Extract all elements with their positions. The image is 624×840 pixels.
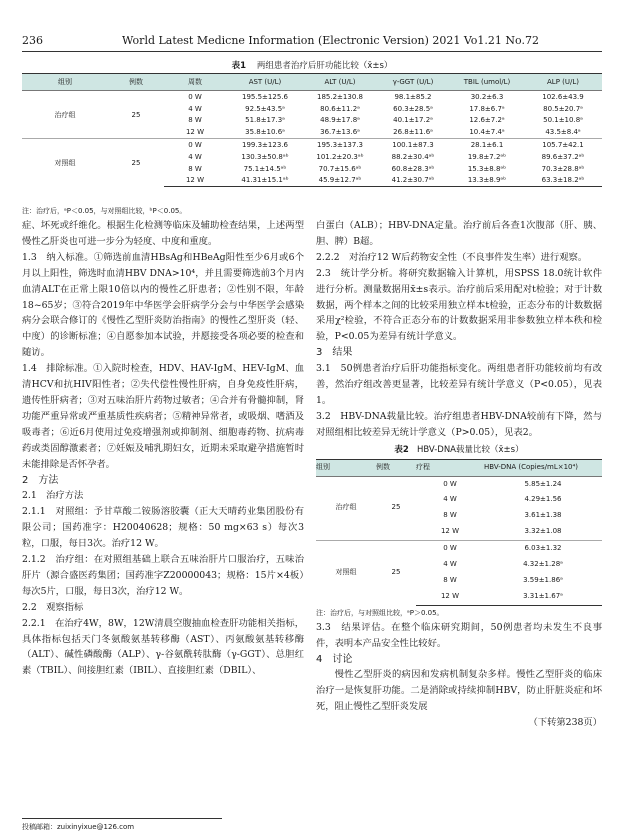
table1-header-cell: 组别 — [22, 74, 108, 91]
table-cell: 6.03±1.32 — [484, 541, 602, 557]
table-cell: 4 W — [443, 495, 457, 504]
table-cell: 185.2±130.8 — [304, 91, 376, 103]
table-cell: 4 W — [443, 560, 457, 569]
group-name-cell: 对照组 — [22, 139, 108, 187]
table1-header-cell: AST (U/L) — [226, 74, 304, 91]
group-name-cell: 治疗组 — [22, 91, 108, 139]
table-cell: 12 W — [440, 527, 460, 536]
table-cell: 12 W — [185, 128, 205, 137]
table-cell: 195.3±137.3 — [304, 139, 376, 151]
table-cell: 8 W — [443, 511, 457, 520]
discussion-paragraph: 慢性乙型肝炎的病因和发病机制复杂多样。慢性乙型肝炎的临床治疗一是恢复肝功能。二是消除或持续抑制HBV，防止肝脏炎症和坏死，阻止慢性乙型肝炎发展 — [316, 669, 602, 713]
table-cell: 101.2±20.3ᵃᵇ — [316, 152, 364, 161]
table2-note: 注：治疗后，与对照组比较，ᵃP＞0.05。 — [316, 608, 444, 617]
table-cell: 40.1±17.2ᵃ — [393, 116, 433, 125]
table1-header-cell: ALT (U/L) — [304, 74, 376, 91]
table-cell: 75.1±14.5ᵃᵇ — [243, 164, 287, 173]
table1-header-cell: TBIL (umol/L) — [450, 74, 524, 91]
table-cell: 4.29±1.56 — [524, 495, 562, 504]
table-cell: 36.7±13.6ᵃ — [320, 128, 360, 137]
table-cell: 5.85±1.24 — [484, 476, 602, 492]
footer-rule — [22, 818, 222, 819]
table-cell: 26.8±11.6ᵃ — [393, 128, 433, 137]
table-cell: 130.3±50.8ᵃᵇ — [241, 152, 289, 161]
table1-header-row — [22, 74, 602, 91]
table1-header-cell: 周数 — [164, 74, 226, 91]
group-count-cell: 25 — [108, 91, 164, 139]
continued-note: （下转第238页） — [528, 717, 602, 729]
table-cell: 70.7±15.6ᵃᵇ — [318, 164, 362, 173]
table-cell: 89.6±37.2ᵃᵇ — [541, 152, 585, 161]
section-heading-2-1: 2.1 治疗方法 — [22, 490, 84, 502]
paragraph: 症、坏死或纤维化。根据生化检测等临床及辅助检查结果，上述两型慢性乙肝炎也可进一步分为轻度、中度和重度。 — [22, 220, 304, 247]
table-cell: 88.2±30.4ᵃᵇ — [391, 152, 435, 161]
table-cell: 19.8±7.2ᵃᵇ — [467, 152, 507, 161]
table-cell: 8 W — [188, 164, 202, 173]
table-cell: 45.9±12.7ᵃᵇ — [304, 175, 376, 187]
section-heading-2: 2 方法 — [22, 474, 59, 486]
section-2-3: 2.3 统计学分析。将研究数据输入计算机，用SPSS 18.0统计软件进行分析。测量数据用x̄±s表示。治疗前后采用配对t检验；对于计数数据，两个样本之间的比较采用独立样本t检验，正态分布的计数数据采用χ²检验，不符合正态分布的计数数据采用非参数独立样本秩和检验，P<0.05为差异有统计学意义。 — [316, 267, 602, 343]
table-cell: 70.3±28.8ᵃᵇ — [541, 164, 585, 173]
table-cell: 60.3±28.5ᵃ — [393, 104, 433, 113]
table-cell: 12.6±7.2ᵃ — [469, 116, 505, 125]
table-cell: 51.8±17.3ᵃ — [245, 116, 285, 125]
table-cell: 102.6±43.9 — [524, 91, 602, 103]
section-1-4: 1.4 排除标准。①入院时检查，HDV、HAV-IgM、HEV-IgM、血清HCV和抗HIV阳性者；②失代偿性慢性肝病，自身免疫性肝病，遗传性肝病者；③对五味治肝片药物过敏者；④合并有骨髓抑制，肾功能严重异常或严重基质性疾病者；⑤精神异常者，或吸烟、嗜酒及吸毒者；⑥近6月使用过免疫增强剂或抑制剂、细胞毒药物、抗病毒药或类固醇激素者；⑦妊娠及哺乳期妇女，近期未采取避孕措施暂时未能排除是否怀孕者。 — [22, 363, 304, 470]
left-column — [22, 218, 304, 679]
table-cell: 15.3±8.8ᵃᵇ — [467, 164, 507, 173]
table2 — [316, 459, 602, 606]
table1-header-cell: 例数 — [108, 74, 164, 91]
table-cell: 13.3±8.9ᵃᵇ — [450, 175, 524, 187]
table-cell: 100.1±87.3 — [376, 139, 450, 151]
page-number: 236 — [22, 34, 43, 47]
group-count-cell: 25 — [108, 139, 164, 187]
table-cell: 3.59±1.86ᵃ — [523, 575, 563, 584]
section-1-3: 1.3 纳入标准。①筛选前血清HBsAg和HBeAg阳性至少6月或6个月以上阳性，筛选时血清HBV DNA>10⁴，并且需要筛选前3个月内血清ALT在正常上限10倍以内的慢性乙肝患者；②性别不限，年龄18~65岁；③符合2019年中华医学会肝病学分会与中华医学会感染病分会联合修订的《慢性乙型肝炎防治指南》的慢性乙型肝炎（轻、中度）的诊断标准；④自愿参加本试验，并愿接受各项必要的检查和随访。 — [22, 251, 304, 359]
section-2-2-1: 2.2.1 在治疗4W，8W，12W清晨空腹抽血检查肝功能相关指标，具体指标包括天门冬氨酸氨基转移酶（AST）、丙氨酸氨基转移酶（ALT）、碱性磷酸酶（ALP）、γ-谷氨酰转肽酶（γ-GGT）、总胆红素（TBIL）、间接胆红素（IBIL）、直接胆红素（DBIL）、 — [22, 617, 304, 677]
journal-title: World Latest Medicne Information (Electronic Version) 2021 Vo1.21 No.72 — [122, 34, 539, 47]
table1 — [22, 73, 602, 187]
table-cell: 10.4±7.4ᵃ — [469, 128, 505, 137]
table2-header-cell: 疗程 — [416, 459, 484, 476]
table-cell: 60.8±28.3ᵃᵇ — [391, 164, 435, 173]
section-3-1: 3.1 50例患者治疗后肝功能指标变化。两组患者肝功能较前均有改善，然治疗组改善更显著，比较差异有统计学意义（P<0.05），见表1。 — [316, 363, 602, 406]
paragraph: 白蛋白（ALB）；HBV-DNA定量。治疗前后各查1次腹部（肝、胰、胆、脾）B超。 — [316, 220, 602, 247]
table-cell: 4 W — [188, 104, 202, 113]
table-cell: 63.3±18.2ᵃᵇ — [524, 175, 602, 187]
table-cell: 43.5±8.4ᵃ — [545, 128, 581, 137]
table-cell: 98.1±85.2 — [376, 91, 450, 103]
section-heading-2-2: 2.2 观察指标 — [22, 601, 84, 613]
table-cell: 28.1±6.1 — [450, 139, 524, 151]
table-cell: 41.2±30.7ᵃᵇ — [376, 175, 450, 187]
page-header — [22, 34, 602, 50]
section-2-2-2: 2.2.2 对治疗12 W后药物安全性（不良事件发生率）进行观察。 — [316, 251, 588, 263]
table-cell: 50.1±10.8ᵃ — [543, 116, 583, 125]
section-3-2: 3.2 HBV-DNA载量比较。治疗组患者HBV-DNA较前有下降，然与对照组相比较差异无统计学意义（P>0.05），见表2。 — [316, 410, 602, 438]
table-cell: 80.6±11.2ᵃ — [320, 104, 360, 113]
table-cell: 4 W — [188, 152, 202, 161]
group-count-cell: 25 — [376, 476, 416, 541]
table-cell: 199.3±123.6 — [226, 139, 304, 151]
table1-caption-label: 表1 — [231, 61, 246, 71]
group-name-cell: 治疗组 — [316, 476, 376, 541]
table-cell: 12 W — [416, 589, 484, 605]
table-cell: 48.9±17.8ᵃ — [320, 116, 360, 125]
table-cell: 0 W — [416, 476, 484, 492]
table-cell: 17.8±6.7ᵃ — [469, 104, 505, 113]
table-cell: 3.32±1.08 — [524, 527, 562, 536]
table2-header-cell: 例数 — [376, 459, 416, 476]
group-name-cell: 对照组 — [316, 541, 376, 606]
table-cell: 80.5±20.7ᵃ — [543, 104, 583, 113]
table-cell: 3.31±1.67ᵃ — [484, 589, 602, 605]
footer-email: 投稿邮箱：zuixinyixue@126.com — [22, 823, 135, 831]
table-row — [316, 476, 602, 492]
header-rule — [22, 51, 602, 52]
table-cell: 0 W — [416, 541, 484, 557]
table1-note: 注：治疗后，ᵃP＜0.05，与对照组比较，ᵇP＜0.05。 — [22, 207, 187, 215]
group-count-cell: 25 — [376, 541, 416, 606]
table-cell: 41.31±15.1ᵃᵇ — [226, 175, 304, 187]
table2-caption-label: 表2 — [394, 444, 409, 455]
table2-caption — [316, 443, 602, 459]
table2-header-row — [316, 459, 602, 476]
table-cell: 12 W — [164, 175, 226, 187]
section-heading-3: 3 结果 — [316, 347, 353, 359]
table1-caption-text: 两组患者治疗后肝功能比较（x̄±s） — [256, 61, 393, 71]
table-cell: 0 W — [164, 91, 226, 103]
table1-header-cell: γ-GGT (U/L) — [376, 74, 450, 91]
table-cell: 35.8±10.6ᵃ — [245, 128, 285, 137]
table-cell: 105.7±42.1 — [524, 139, 602, 151]
section-2-1-1: 2.1.1 对照组：予甘草酸二铵肠溶胶囊（正大天晴药业集团股份有限公司；国药准字：H20040628；规格：50 mg×63 s）每次3粒，口服，每日3次。治疗12 W。 — [22, 506, 304, 550]
table-cell: 0 W — [164, 139, 226, 151]
table-row — [22, 139, 602, 151]
table-row — [22, 91, 602, 103]
section-heading-4: 4 讨论 — [316, 653, 353, 665]
table-cell: 30.2±6.3 — [450, 91, 524, 103]
table-row — [316, 541, 602, 557]
section-2-1-2: 2.1.2 治疗组：在对照组基础上联合五味治肝片口服治疗，五味治肝片（源合盛医药集团；国药准字Z20000043；规格：15片×4板）每次5片，口服，每日3次，治疗12 W。 — [22, 554, 304, 597]
table-cell: 8 W — [443, 575, 457, 584]
table-cell: 92.5±43.5ᵃ — [245, 104, 285, 113]
table-cell: 3.61±1.38 — [524, 511, 562, 520]
table2-header-cell: HBV-DNA (Copies/mL×10⁴) — [484, 459, 602, 476]
table2-caption-text: HBV-DNA载量比较（x̄±s） — [416, 444, 524, 455]
table-cell: 195.5±125.6 — [226, 91, 304, 103]
section-3-3: 3.3 结果评估。在整个临床研究期间，50例患者均未发生不良事件，表明本产品安全性比较好。 — [316, 621, 602, 649]
table1-header-cell: ALP (U/L) — [524, 74, 602, 91]
table1-caption — [22, 59, 602, 71]
table-cell: 4.32±1.28ᵃ — [523, 560, 563, 569]
table-cell: 8 W — [188, 116, 202, 125]
table2-header-cell: 组别 — [316, 459, 376, 476]
right-column — [316, 218, 602, 731]
